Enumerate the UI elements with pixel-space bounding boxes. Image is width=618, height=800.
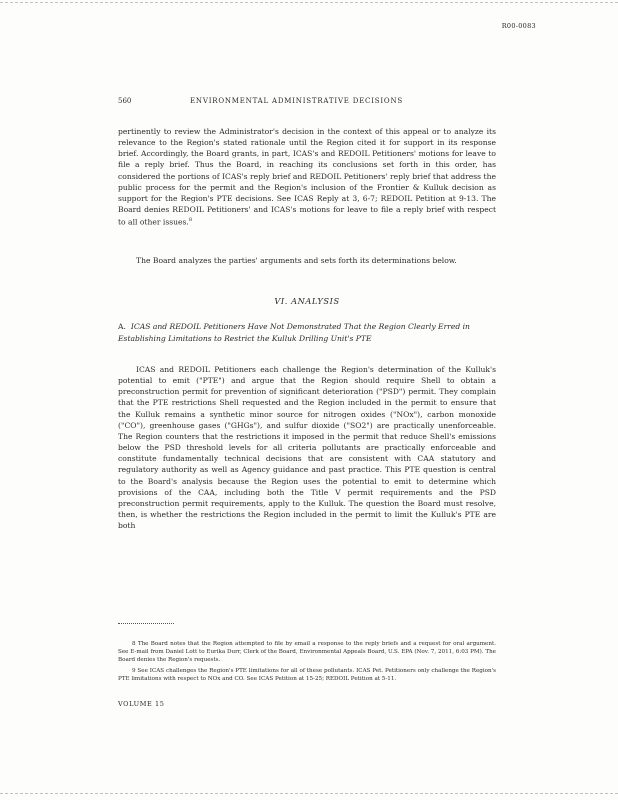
footnote-marker: 8: [188, 217, 192, 224]
scan-edge-top: [0, 2, 618, 4]
subheading: [118, 321, 478, 344]
section-heading: VI. ANALYSIS: [274, 296, 340, 306]
scan-edge-bottom: [0, 793, 618, 795]
running-head-title: ENVIRONMENTAL ADMINISTRATIVE DECISIONS: [190, 97, 403, 105]
paragraph-main: ICAS and REDOIL Petitioners each challenge the Region's determination of the Kulluk's potential to emit ("PTE") and argue that the Region should require Shell to obtain a preconstruction permit for prevention of significant deterioration ("PSD") permit. They complain that the PTE restrictions Shell requested and the Region included in the permit to ensure that the Kulluk remains a synthetic minor source for nitrogen oxides ("NOx"), carbon monoxide ("CO"), greenhouse gases ("GHGs"), and sulfur dioxide ("SO2") are practically unenforceable. The Region counters that the restrictions it imposed in the permit that reduce Shell's emissions below the PSD threshold levels for all criteria pollutants are practically enforceable and constitute fundamentally technical decisions that are consistent with CAA statutory and regulatory authority as well as Agency guidance and past practice. This PTE question is central to the Board's analysis because the Region uses the potential to emit to determine which provisions of the CAA, including both the Title V permit requirements and the PSD preconstruction permit requirements, apply to the Kulluk. The question the Board must resolve, then, is whether the restrictions the Region included in the permit to limit the Kulluk's PTE are both: [118, 365, 496, 531]
footnote-8: 8 The Board notes that the Region attempted to file by email a response to the reply briefs and a request for oral argument. See E-mail from Daniel Lott to Eurika Durr, Clerk of the Board, Environmental Appeals Board, U.S. EPA (Nov. 7, 2011, 6:03 PM). The Board denies the Region's requests.: [118, 641, 496, 664]
document-number: R00-0083: [501, 22, 536, 30]
paragraph-text: pertinently to review the Administrator's decision in the context of this appeal or to analyze its relevance to the Region's stated rationale until the Region cited it for support in its response brief. Accordingly, the Board grants, in part, ICAS's and REDOIL Petitioners' motions for leave to file a reply brief. Thus the Board, in reaching its conclusions set forth in this order, has considered the portions of ICAS's reply brief and REDOIL Petitioners' reply brief that address the public process for the permit and the Region's inclusion of the Frontier & Kulluk decision as support for the Region's PTE decisions. See ICAS Reply at 3, 6-7; REDOIL Petition at 9-13. The Board denies REDOIL Petitioners' and ICAS's motions for leave to file a reply brief with respect to all other issues.: [118, 127, 496, 227]
volume-label: VOLUME 15: [118, 700, 165, 708]
paragraph-analysis-intro: The Board analyzes the parties' arguments and sets forth its determinations below.: [136, 256, 457, 265]
page-number: 560: [118, 97, 132, 105]
subheading-letter: A.: [118, 322, 126, 331]
footnote-rule: [118, 623, 174, 624]
paragraph-continued: [118, 126, 496, 228]
subheading-text: ICAS and REDOIL Petitioners Have Not Demonstrated That the Region Clearly Erred in Establishing Limitations to Restrict the Kulluk Drilling Unit's PTE: [118, 322, 470, 343]
footnote-9: 9 See ICAS challenges the Region's PTE limitations for all of these pollutants. ICAS Pet. Petitioners only challenge the Region's PTE limitations with respect to NOx and CO. See ICAS Petition at 15-25; REDOIL Petition at 5-11.: [118, 668, 496, 683]
